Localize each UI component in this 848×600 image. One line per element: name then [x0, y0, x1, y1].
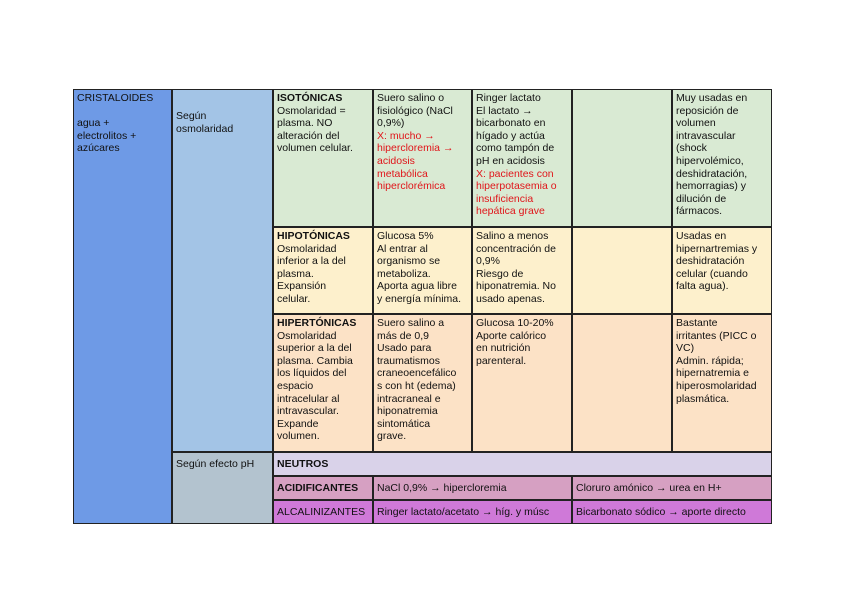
acidificantes-b-cell: [572, 476, 772, 500]
hipotonicas-desc-cell: [273, 227, 373, 314]
segun-osmolaridad-1: Según: [176, 110, 207, 122]
isotonicas-c2-cell: [472, 89, 572, 227]
isotonicas-c1-warning: hipercloremia →: [377, 142, 454, 155]
isotonicas-c4-line: fármacos.: [676, 205, 723, 218]
hipertonicas-c1-line: traumatismos: [377, 354, 441, 367]
hipertonicas-desc-line: intracelular al: [277, 392, 340, 405]
isotonicas-desc-line: Osmolaridad =: [277, 104, 346, 117]
hipotonicas-c4-line: deshidratación: [676, 255, 745, 268]
hipotonicas-c2-line: usado apenas.: [476, 292, 545, 305]
hipotonicas-c2-line: Salino a menos: [476, 230, 549, 242]
hipertonicas-desc-line: superior a la del: [277, 342, 352, 355]
hipertonicas-desc-line: intravascular.: [277, 405, 339, 418]
isotonicas-c1-line: Suero salino o: [377, 92, 445, 104]
hipotonicas-desc-line: Expansión: [277, 280, 327, 293]
cristaloides-title: CRISTALOIDES: [77, 92, 154, 104]
isotonicas-c2-warning: hiperpotasemia o: [476, 180, 557, 193]
isotonicas-desc-line: alteración del: [277, 129, 340, 142]
hipotonicas-c1-line: Al entrar al: [377, 242, 428, 255]
hipotonicas-head: HIPOTÓNICAS: [277, 230, 350, 242]
isotonicas-c2-warning: hepática grave: [476, 205, 545, 218]
hipertonicas-c4-line: irritantes (PICC o: [676, 329, 757, 342]
isotonicas-c4-line: hemorragias) y: [676, 180, 747, 193]
hipertonicas-c3-cell: [572, 314, 672, 452]
hipotonicas-c4-cell: [672, 227, 772, 314]
hipertonicas-c1-line: más de 0,9: [377, 329, 429, 342]
hipotonicas-c2-line: concentración de: [476, 242, 556, 255]
hipertonicas-desc-line: espacio: [277, 379, 314, 392]
isotonicas-c4-line: deshidratación,: [676, 167, 748, 180]
isotonicas-desc-cell: [273, 89, 373, 227]
hipotonicas-c2-cell: [472, 227, 572, 314]
hipotonicas-c2-line: hiponatremia. No: [476, 280, 556, 293]
alcalinizantes-head: ALCALINIZANTES: [277, 506, 366, 518]
hipertonicas-c1-line: grave.: [377, 430, 407, 443]
neutros-label: NEUTROS: [277, 458, 329, 470]
hipertonicas-c1-line: hiponatremia: [377, 405, 438, 418]
hipotonicas-c1-line: metaboliza.: [377, 267, 431, 280]
acidificantes-b: Cloruro amónico → urea en H+: [576, 482, 722, 494]
cristaloides-sub-2: electrolitos +: [77, 129, 137, 142]
hipotonicas-c1-cell: [373, 227, 472, 314]
hipertonicas-desc-line: plasma. Cambia: [277, 354, 353, 367]
alcalinizantes-a-cell: [373, 500, 572, 524]
hipertonicas-c1-line: craneoencefálico: [377, 367, 457, 380]
hipotonicas-c4-line: Usadas en: [676, 230, 727, 242]
hipotonicas-c4-line: falta agua).: [676, 280, 729, 293]
segun-osmolaridad-cell: [172, 89, 273, 452]
isotonicas-c3-cell: [572, 89, 672, 227]
isotonicas-c1-warning: X: mucho →: [377, 129, 435, 142]
hipertonicas-c4-line: VC): [676, 342, 695, 355]
hipertonicas-c4-line: plasmática.: [676, 392, 730, 405]
hipotonicas-desc-line: inferior a la del: [277, 255, 346, 268]
isotonicas-c4-line: (shock: [676, 142, 707, 155]
acidificantes-a: NaCl 0,9% → hipercloremia: [377, 482, 507, 494]
hipertonicas-c2-line: Glucosa 10-20%: [476, 317, 554, 329]
hipotonicas-c1-line: organismo se: [377, 255, 441, 268]
isotonicas-c1-cell: [373, 89, 472, 227]
isotonicas-c2-line: como tampón de: [476, 142, 555, 155]
hipotonicas-c2-line: 0,9%: [476, 255, 500, 268]
isotonicas-c4-cell: [672, 89, 772, 227]
hipertonicas-desc-cell: [273, 314, 373, 452]
cristaloides-sub-1: agua +: [77, 117, 110, 130]
alcalinizantes-b: Bicarbonato sódico → aporte directo: [576, 506, 746, 518]
hipotonicas-c1-line: Aporta agua libre: [377, 280, 457, 293]
isotonicas-c1-line: fisiológico (NaCl: [377, 104, 453, 117]
hipertonicas-c2-cell: [472, 314, 572, 452]
isotonicas-c2-line: pH en acidosis: [476, 154, 545, 167]
isotonicas-c4-line: intravascular: [676, 129, 736, 142]
hipertonicas-desc-line: los líquidos del: [277, 367, 347, 380]
hipertonicas-c1-line: Usado para: [377, 342, 432, 355]
hipertonicas-c4-line: hipernatremia e: [676, 367, 749, 380]
hipertonicas-c4-cell: [672, 314, 772, 452]
isotonicas-c2-line: bicarbonato en: [476, 117, 546, 130]
hipertonicas-c2-line: Aporte calórico: [476, 329, 547, 342]
isotonicas-c4-line: volumen: [676, 117, 716, 130]
hipotonicas-desc-line: celular.: [277, 292, 311, 305]
hipertonicas-c2-line: en nutrición: [476, 342, 531, 355]
hipertonicas-c2-line: parenteral.: [476, 354, 527, 367]
cristaloides-cell: [73, 89, 172, 524]
hipertonicas-c1-line: sintomática: [377, 417, 431, 430]
isotonicas-c2-warning: insuficiencia: [476, 192, 534, 205]
segun-osmolaridad-2: osmolaridad: [176, 122, 234, 135]
hipotonicas-c4-line: celular (cuando: [676, 267, 748, 280]
isotonicas-head: ISOTÓNICAS: [277, 92, 343, 104]
hipertonicas-c4-line: hiperosmolaridad: [676, 379, 757, 392]
alcalinizantes-a: Ringer lactato/acetato → híg. y músc: [377, 506, 550, 518]
segun-ph-cell: [172, 452, 273, 524]
isotonicas-c2-line: El lactato →: [476, 104, 533, 117]
hipotonicas-c1-line: y energía mínima.: [377, 292, 462, 305]
isotonicas-c4-line: dilución de: [676, 192, 727, 205]
isotonicas-c4-line: reposición de: [676, 104, 739, 117]
isotonicas-c2-line: Ringer lactato: [476, 92, 541, 104]
hipotonicas-c2-line: Riesgo de: [476, 267, 524, 280]
hipertonicas-c4-line: Admin. rápida;: [676, 354, 744, 367]
hipertonicas-c1-cell: [373, 314, 472, 452]
isotonicas-c2-warning: X: pacientes con: [476, 167, 554, 180]
isotonicas-desc-line: volumen celular.: [277, 142, 353, 155]
isotonicas-c1-warning: metabólica: [377, 167, 428, 180]
hipertonicas-c1-line: Suero salino a: [377, 317, 445, 329]
hipotonicas-c3-cell: [572, 227, 672, 314]
hipertonicas-head: HIPERTÓNICAS: [277, 317, 357, 329]
isotonicas-c1-warning: acidosis: [377, 154, 415, 167]
isotonicas-desc-line: plasma. NO: [277, 117, 333, 130]
hipotonicas-c1-line: Glucosa 5%: [377, 230, 434, 242]
acidificantes-head-cell: [273, 476, 373, 500]
isotonicas-c4-line: Muy usadas en: [676, 92, 748, 104]
acidificantes-a-cell: [373, 476, 572, 500]
acidificantes-head: ACIDIFICANTES: [277, 482, 359, 494]
isotonicas-c1-line: 0,9%): [377, 117, 405, 130]
hipertonicas-desc-line: Expande: [277, 417, 319, 430]
hipertonicas-desc-line: Osmolaridad: [277, 329, 337, 342]
hipertonicas-desc-line: volumen.: [277, 430, 320, 443]
isotonicas-c1-warning: hiperclorémica: [377, 180, 446, 193]
hipotonicas-desc-line: plasma.: [277, 267, 314, 280]
segun-ph-label: Según efecto pH: [176, 458, 255, 470]
alcalinizantes-b-cell: [572, 500, 772, 524]
hipertonicas-c4-line: Bastante: [676, 317, 718, 329]
cristaloides-sub-3: azúcares: [77, 142, 120, 155]
hipertonicas-c1-line: s con ht (edema): [377, 379, 456, 392]
hipotonicas-desc-line: Osmolaridad: [277, 242, 337, 255]
neutros-cell: [273, 452, 772, 476]
hipotonicas-c4-line: hipernartremias y: [676, 242, 758, 255]
isotonicas-c4-line: hipervolémico,: [676, 154, 744, 167]
hipertonicas-c1-line: intracraneal e: [377, 392, 441, 405]
isotonicas-c2-line: hígado y actúa: [476, 129, 545, 142]
alcalinizantes-head-cell: [273, 500, 373, 524]
